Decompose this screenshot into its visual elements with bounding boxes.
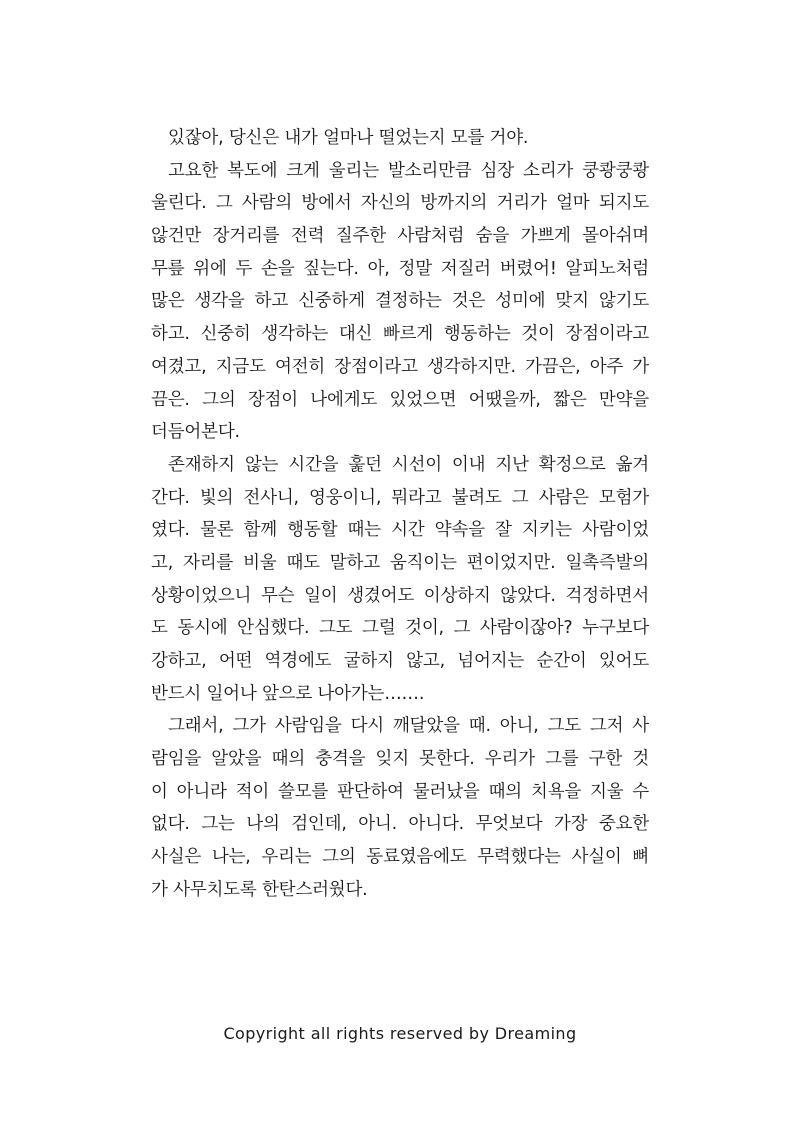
paragraph-line: 하고. 신중히 생각하는 대신 빠르게 행동하는 것이 장점이라고 — [151, 324, 649, 345]
paragraph-line: 있잖아, 당신은 내가 얼마나 떨었는지 모를 거야. — [168, 128, 529, 148]
paragraph-line: 존재하지 않는 시간을 훑던 시선이 이내 지난 확정으로 옮겨 — [168, 454, 649, 475]
paragraph-line: 간다. 빛의 전사니, 영웅이니, 뭐라고 불려도 그 사람은 모험가 — [151, 487, 649, 508]
paragraph-line: 도 동시에 안심했다. 그도 그럴 것이, 그 사람이잖아? 누구보다 — [151, 618, 649, 639]
copyright-footer: Copyright all rights reserved by Dreaming — [223, 1024, 577, 1043]
paragraph-line: 울린다. 그 사람의 방에서 자신의 방까지의 거리가 얼마 되지도 — [151, 193, 649, 214]
paragraph-line: 고요한 복도에 크게 울리는 발소리만큼 심장 소리가 쿵쾅쿵쾅 — [168, 160, 649, 181]
paragraph-line: 였다. 물론 함께 행동할 때는 시간 약속을 잘 지키는 사람이었 — [151, 520, 649, 541]
paragraph-line: 가 사무치도록 한탄스러웠다. — [151, 879, 368, 900]
paragraph-line: 않건만 장거리를 전력 질주한 사람처럼 숨을 가쁘게 몰아쉬며 — [151, 226, 649, 247]
paragraph-line: 없다. 그는 나의 검인데, 아니. 아니다. 무엇보다 가장 중요한 — [151, 814, 649, 835]
paragraph-line: 강하고, 어떤 역경에도 굴하지 않고, 넘어지는 순간이 있어도 — [151, 651, 649, 671]
story-body — [151, 122, 649, 907]
paragraph-line: 사실은 나는, 우리는 그의 동료였음에도 무력했다는 사실이 뼈 — [151, 847, 649, 868]
paragraph-line: 고, 자리를 비울 때도 말하고 움직이는 편이었지만. 일촉즉발의 — [151, 552, 649, 573]
paragraph-line: 많은 생각을 하고 신중하게 결정하는 것은 성미에 맞지 않기도 — [151, 291, 649, 312]
paragraph-line: 람임을 알았을 때의 충격을 잊지 못한다. 우리가 그를 구한 것 — [151, 749, 649, 770]
paragraph-line: 이 아니라 적이 쓸모를 판단하여 물러났을 때의 치욕을 지울 수 — [151, 781, 649, 802]
paragraph-line: 그래서, 그가 사람임을 다시 깨달았을 때. 아니, 그도 그저 사 — [168, 716, 649, 737]
paragraph-line: 반드시 일어나 앞으로 나아가는……. — [151, 683, 425, 704]
paragraph-line: 끔은. 그의 장점이 나에게도 있었으면 어땠을까, 짧은 만약을 — [151, 389, 649, 410]
paragraph-line: 여겼고, 지금도 여전히 장점이라고 생각하지만. 가끔은, 아주 가 — [151, 356, 649, 377]
paragraph-line: 무릎 위에 두 손을 짚는다. 아, 정말 저질러 버렸어! 알피노처럼 — [151, 258, 649, 279]
paragraph-line: 더듬어본다. — [151, 422, 240, 443]
paragraph-line: 상황이었으니 무슨 일이 생겼어도 이상하지 않았다. 걱정하면서 — [151, 585, 649, 606]
